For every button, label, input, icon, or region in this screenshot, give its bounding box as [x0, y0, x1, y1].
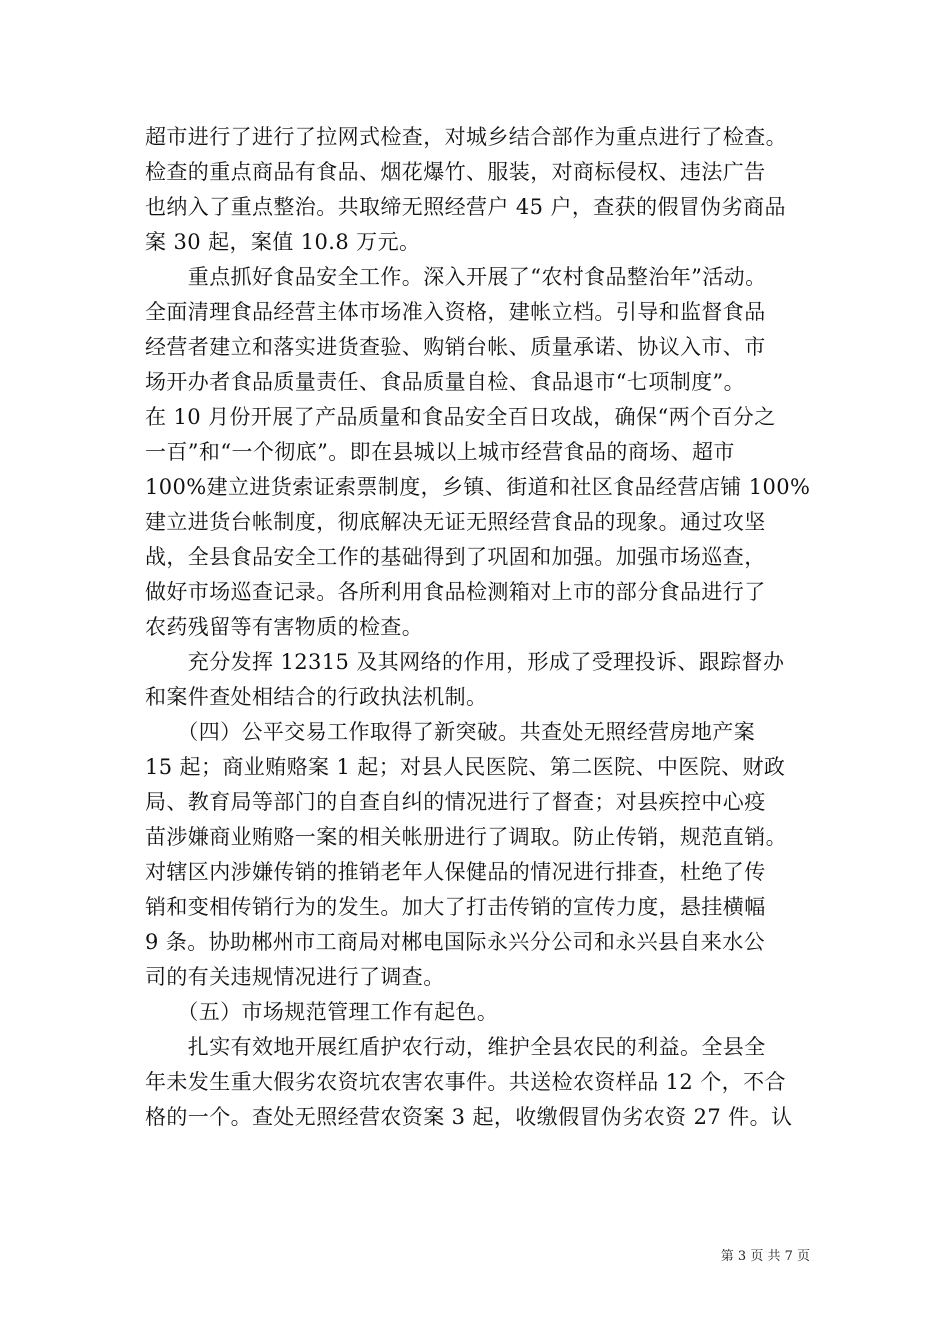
- text-line: 超市进行了进行了拉网式检查，对城乡结合部作为重点进行了检查。: [145, 125, 787, 149]
- text-line: 和案件查处相结合的行政执法机制。: [145, 685, 488, 709]
- text-line: 扎实有效地开展红盾护农行动，维护全县农民的利益。全县全: [145, 1035, 766, 1059]
- text-line: 100%建立进货索证索票制度，乡镇、街道和社区食品经营店铺 100%: [145, 475, 811, 499]
- text-line: 15 起；商业贿赂案 1 起；对县人民医院、第二医院、中医院、财政: [145, 755, 786, 779]
- text-line: 建立进货台帐制度，彻底解决无证无照经营食品的现象。通过攻坚: [145, 510, 766, 534]
- text-line: 场开办者食品质量责任、食品质量自检、食品退市“七项制度”。: [145, 370, 746, 394]
- text-line: 充分发挥 12315 及其网络的作用，形成了受理投诉、跟踪督办: [145, 650, 785, 674]
- text-line: 检查的重点商品有食品、烟花爆竹、服装，对商标侵权、违法广告: [145, 160, 766, 184]
- document-body: [145, 120, 815, 1135]
- text-line: 9 条。协助郴州市工商局对郴电国际永兴分公司和永兴县自来水公: [145, 930, 766, 954]
- text-line: 苗涉嫌商业贿赂一案的相关帐册进行了调取。防止传销，规范直销。: [145, 825, 787, 849]
- text-line: 格的一个。查处无照经营农资案 3 起，收缴假冒伪劣农资 27 件。认: [145, 1105, 793, 1129]
- text-line: 对辖区内涉嫌传销的推销老年人保健品的情况进行排查，杜绝了传: [145, 860, 766, 884]
- text-line: 也纳入了重点整治。共取缔无照经营户 45 户，查获的假冒伪劣商品: [145, 195, 786, 219]
- text-line: （五）市场规范管理工作有起色。: [145, 1000, 499, 1024]
- text-line: 经营者建立和落实进货查验、购销台帐、质量承诺、协议入市、市: [145, 335, 766, 359]
- text-line: 在 10 月份开展了产品质量和食品安全百日攻战，确保“两个百分之: [145, 405, 776, 429]
- text-line: 局、教育局等部门的自查自纠的情况进行了督查；对县疾控中心疫: [145, 790, 766, 814]
- page-number: 第 3 页 共 7 页: [720, 1249, 810, 1264]
- text-line: 做好市场巡查记录。各所利用食品检测箱对上市的部分食品进行了: [145, 580, 766, 604]
- text-line: 司的有关违规情况进行了调查。: [145, 965, 445, 989]
- text-line: 销和变相传销行为的发生。加大了打击传销的宣传力度，悬挂横幅: [145, 895, 766, 919]
- text-line: 重点抓好食品安全工作。深入开展了“农村食品整治年”活动。: [145, 265, 767, 289]
- text-line: 一百”和“一个彻底”。即在县城以上城市经营食品的商场、超市: [145, 440, 735, 464]
- text-line: 战，全县食品安全工作的基础得到了巩固和加强。加强市场巡查，: [145, 545, 766, 569]
- text-line: 年未发生重大假劣农资坑农害农事件。共送检农资样品 12 个，不合: [145, 1070, 786, 1094]
- text-line: 案 30 起，案值 10.8 万元。: [145, 230, 421, 254]
- text-line: 全面清理食品经营主体市场准入资格，建帐立档。引导和监督食品: [145, 300, 766, 324]
- text-line: 农药残留等有害物质的检查。: [145, 615, 424, 639]
- text-line: （四）公平交易工作取得了新突破。共查处无照经营房地产案: [145, 720, 756, 744]
